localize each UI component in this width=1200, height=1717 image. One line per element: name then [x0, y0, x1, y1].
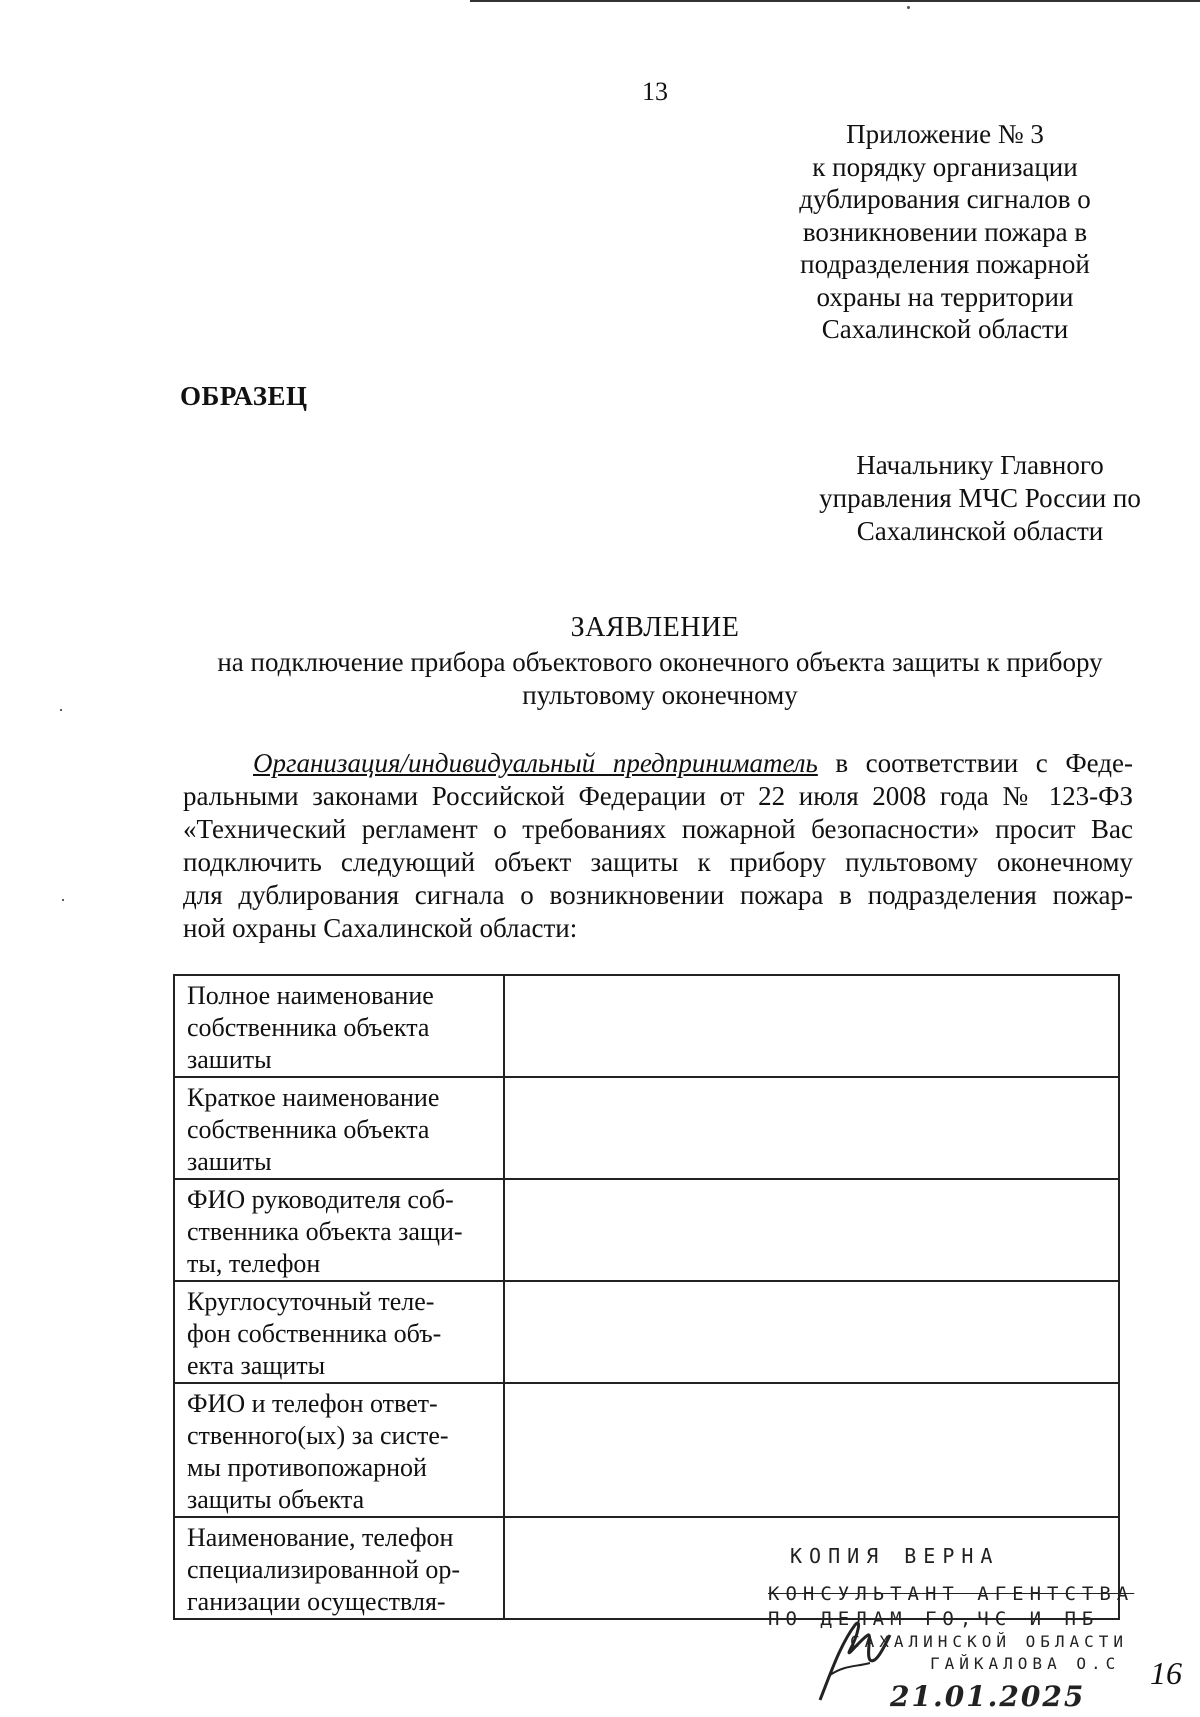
body-line: подключить следующий объект защиты к прибору пультовому оконечному	[183, 847, 1133, 877]
row-label	[174, 1517, 504, 1619]
label-line: зашиты	[187, 1147, 272, 1176]
subtitle-line: на подключение прибора объектового оконечного объекта защиты к прибору	[217, 647, 1103, 677]
label-line: ФИО руководителя соб-	[187, 1185, 454, 1214]
document-title: ЗАЯВЛЕНИЕ	[570, 612, 740, 643]
row-value-field[interactable]	[504, 975, 1119, 1077]
page-number: 13	[642, 77, 668, 106]
scan-speck: ·	[60, 890, 66, 910]
label-line: собственника объекта	[187, 1013, 430, 1042]
row-label	[174, 1077, 504, 1179]
body-text-fragment: в соответствии с Феде-	[817, 748, 1133, 778]
label-line: фон собственника объ-	[187, 1319, 442, 1348]
appendix-line: возникновении пожара в	[802, 216, 1088, 247]
label-line: Краткое наименование	[187, 1083, 440, 1112]
body-line: ральными законами Российской Федерации от 22 июля 2008 года № 123-ФЗ	[183, 781, 1133, 811]
label-line: собственника объекта	[187, 1115, 430, 1144]
row-label	[174, 1383, 504, 1517]
appendix-line: Приложение № 3	[846, 119, 1044, 149]
handwritten-signature-icon	[800, 1605, 910, 1705]
body-line: для дублирования сигнала о возникновении пожара в подразделения пожар-	[183, 880, 1133, 910]
applicant-placeholder: Организация/индивидуальный предприниматель	[253, 748, 818, 778]
addressee-line: Начальнику Главного	[856, 450, 1104, 480]
stamp-region: САХАЛИНСКОЙ ОБЛАСТИ	[850, 1632, 1129, 1651]
addressee-block	[780, 449, 1180, 548]
stamp-date: 21.01.2025	[890, 1680, 1086, 1713]
label-line: Полное наименование	[187, 981, 434, 1010]
top-border-line	[470, 0, 1200, 2]
label-line: ФИО и телефон ответ-	[187, 1389, 438, 1418]
sample-label: ОБРАЗЕЦ	[180, 381, 308, 411]
appendix-line: подразделения пожарной	[800, 249, 1090, 279]
label-line: ганизации осуществля-	[187, 1587, 446, 1616]
body-line	[183, 747, 1133, 780]
subtitle-line: пультовому оконечному	[522, 679, 798, 710]
appendix-line: охраны на территории	[816, 281, 1074, 312]
document-subtitle	[180, 646, 1140, 711]
label-line: ственного(ых) за систе-	[187, 1421, 449, 1450]
application-body	[183, 747, 1133, 945]
appendix-line: дублирования сигналов о	[799, 184, 1091, 214]
table-row	[174, 1077, 1119, 1179]
object-info-table	[173, 974, 1120, 1620]
page-count: 16	[1150, 1655, 1182, 1691]
label-line: мы противопожарной	[187, 1453, 427, 1482]
table-row	[174, 1383, 1119, 1517]
label-line: екта защиты	[187, 1351, 326, 1380]
table-row	[174, 975, 1119, 1077]
row-value-field[interactable]	[504, 1281, 1119, 1383]
appendix-line: к порядку организации	[812, 151, 1078, 182]
label-line: зашиты	[187, 1045, 272, 1074]
label-line: защиты объекта	[187, 1485, 365, 1514]
scan-speck	[907, 6, 910, 9]
label-line: специализированной ор-	[187, 1555, 461, 1584]
stamp-position: КОНСУЛЬТАНТ АГЕНТСТВА	[768, 1583, 1135, 1605]
scan-speck: ·	[58, 700, 64, 720]
row-label	[174, 1179, 504, 1281]
appendix-header	[740, 118, 1150, 346]
stamp-name: ГАЙКАЛОВА О.С	[930, 1654, 1121, 1673]
stamp-department: ПО ДЕЛАМ ГО,ЧС И ПБ	[768, 1608, 1100, 1630]
row-label	[174, 1281, 504, 1383]
row-value-field[interactable]	[504, 1077, 1119, 1179]
label-line: ты, телефон	[187, 1249, 321, 1278]
label-line: ственника объекта защи-	[187, 1217, 463, 1246]
addressee-line: управления МЧС России по	[819, 483, 1141, 513]
body-line: «Технический регламент о требованиях пожарной безопасности» просит Вас	[183, 814, 1133, 844]
table-row	[174, 1179, 1119, 1281]
appendix-line: Сахалинской области	[821, 314, 1069, 344]
table-row	[174, 1281, 1119, 1383]
body-line: ной охраны Сахалинской области:	[183, 913, 578, 943]
row-value-field[interactable]	[504, 1179, 1119, 1281]
label-line: Наименование, телефон	[187, 1523, 454, 1552]
label-line: Круглосуточный теле-	[187, 1287, 435, 1316]
addressee-line: Сахалинской области	[856, 516, 1104, 546]
row-label	[174, 975, 504, 1077]
row-value-field[interactable]	[504, 1383, 1119, 1517]
stamp-copy-verified: КОПИЯ ВЕРНА	[790, 1544, 1000, 1568]
